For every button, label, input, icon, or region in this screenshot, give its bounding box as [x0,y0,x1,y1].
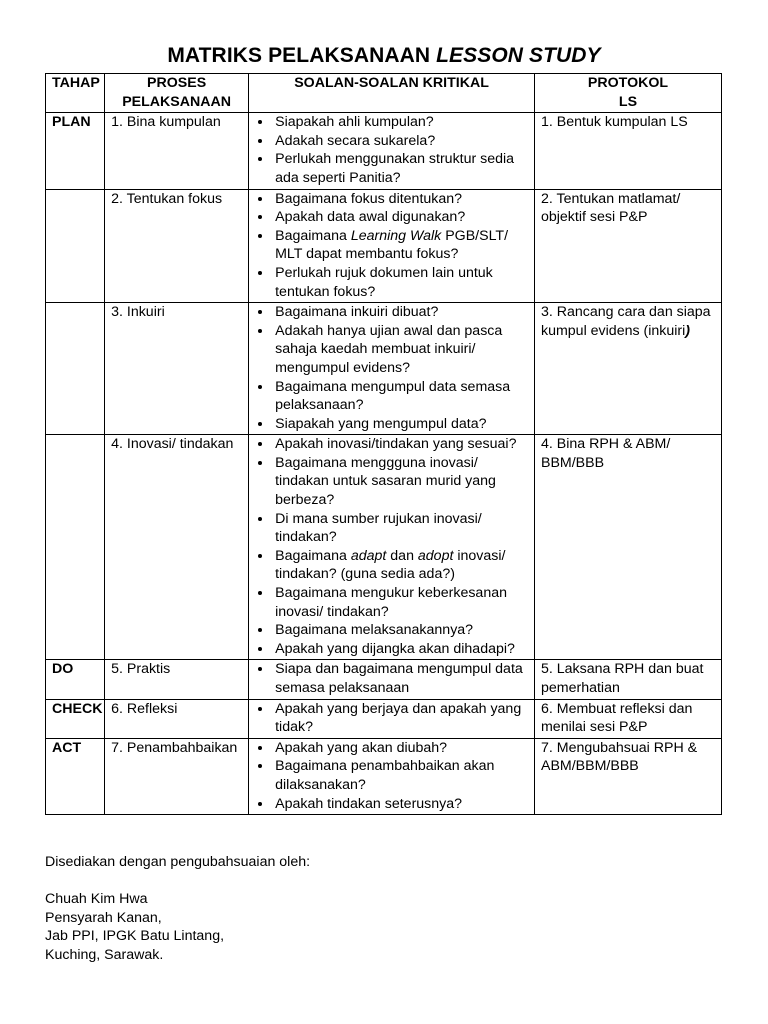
protokol-cell: 6. Membuat refleksi dan menilai sesi P&P [534,699,721,738]
protokol-cell: 4. Bina RPH & ABM/ BBM/BBB [534,435,721,660]
author-department: Jab PPI, IPGK Batu Lintang, [45,928,225,945]
question-emphasis: adopt [417,547,454,564]
protokol-text: 3. Rancang cara dan siapa kumpul evidens (inkuiri [540,304,711,339]
tahap-cell: ACT [46,738,105,814]
tahap-cell: DO [46,660,105,699]
protokol-cell: 2. Tentukan matlamat/ objektif sesi P&P [534,189,721,303]
proses-cell: 4. Inovasi/ tindakan [105,435,249,660]
question-text: Bagaimana [275,547,351,564]
question-item: • Apakah yang akan diubah? [273,739,528,758]
header-protokol-line2: LS [618,93,638,110]
author-name: Chuah Kim Hwa [45,891,148,908]
question-item [273,227,528,264]
author-position: Pensyarah Kanan, [45,909,162,926]
proses-cell: 3. Inkuiri [105,303,249,435]
protokol-cell: 1. Bentuk kumpulan LS [534,113,721,189]
question-text: dan [386,547,418,564]
tahap-cell [46,189,105,303]
proses-cell: 7. Penambahbaikan [105,738,249,814]
table-row [46,699,722,738]
table-row [46,303,722,435]
soalan-cell [249,699,535,738]
proses-cell: 2. Tentukan fokus [105,189,249,303]
question-item: • Apakah yang dijangka akan dihadapi? [273,640,528,659]
question-item: • Adakah hanya ujian awal dan pasca sahaja kaedah membuat inkuiri/ mengumpul evidens? [273,322,528,378]
table-row [46,189,722,303]
soalan-cell [249,660,535,699]
question-item: • Apakah data awal digunakan? [273,208,528,227]
header-soalan: SOALAN-SOALAN KRITIKAL [249,74,535,113]
title-main: MATRIKS PELAKSANAAN [167,44,431,67]
question-item: • Bagaimana melaksanakannya? [273,621,528,640]
question-item: • Siapakah ahli kumpulan? [273,113,528,132]
question-item: • Bagaimana penambahbaikan akan dilaksanakan? [273,757,528,794]
question-item [273,547,528,584]
soalan-cell [249,189,535,303]
question-item: • Siapakah yang mengumpul data? [273,415,528,434]
table-header-row [46,74,722,113]
soalan-cell [249,303,535,435]
table-row [46,435,722,660]
table-row [46,113,722,189]
question-item: • Bagaimana mengggunа inovasi/ tindakan untuk sasaran murid yang berbeza? [273,454,528,510]
table-row [46,660,722,699]
question-item: • Apakah tindakan seterusnya? [273,795,528,814]
page-title [0,44,768,68]
soalan-cell [249,435,535,660]
table-row [46,738,722,814]
question-item: • Bagaimana mengumpul data semasa pelaksanaan? [273,378,528,415]
soalan-cell [249,113,535,189]
question-item: • Apakah inovasi/tindakan yang sesuai? [273,435,528,454]
question-text: Bagaimana [275,227,351,244]
protokol-cell [534,303,721,435]
author-location: Kuching, Sarawak. [45,946,164,963]
header-proses-line2: PELAKSANAAN [122,93,231,110]
proses-cell: 5. Praktis [105,660,249,699]
protokol-cell: 5. Laksana RPH dan buat pemerhatian [534,660,721,699]
tahap-cell: CHECK [46,699,105,738]
question-text: inovasi/ tindakan? (guna sedia ada?) [275,547,506,583]
prepared-by-label: Disediakan dengan pengubahsuaian oleh: [45,854,311,870]
protokol-cell: 7. Mengubahsuai RPH & ABM/BBM/BBB [534,738,721,814]
tahap-cell [46,303,105,435]
question-emphasis: Learning Walk [350,227,442,244]
header-proses [105,74,249,113]
header-protokol-line1: PROTOKOL [587,75,669,91]
question-emphasis: adapt [350,547,387,564]
header-tahap: TAHAP [46,74,105,113]
tahap-cell [46,435,105,660]
header-protokol [534,74,721,113]
header-proses-line1: PROSES [147,75,207,91]
tahap-cell: PLAN [46,113,105,189]
question-item: • Bagaimana mengukur keberkesanan inovasi/ tindakan? [273,584,528,621]
proses-cell: 6. Refleksi [105,699,249,738]
matrix-table [45,73,722,815]
question-item: • Perlukah rujuk dokumen lain untuk tentukan fokus? [273,264,528,301]
question-item: • Bagaimana inkuiri dibuat? [273,303,528,322]
proses-cell: 1. Bina kumpulan [105,113,249,189]
soalan-cell [249,738,535,814]
question-text: PGB/SLT/ MLT dapat membantu fokus? [275,227,509,263]
title-emphasis: LESSON STUDY [436,44,601,67]
question-item: • Apakah yang berjaya dan apakah yang tidak? [273,700,528,737]
footer-credits [45,853,310,965]
protokol-emphasis: ) [685,322,691,339]
question-item: • Perlukah menggunakan struktur sedia ada seperti Panitia? [273,150,528,187]
question-item: • Bagaimana fokus ditentukan? [273,190,528,209]
question-item: • Di mana sumber rujukan inovasi/ tindakan? [273,510,528,547]
question-item: • Adakah secara sukarela? [273,132,528,151]
question-item: • Siapa dan bagaimana mengumpul data semasa pelaksanaan [273,660,528,697]
